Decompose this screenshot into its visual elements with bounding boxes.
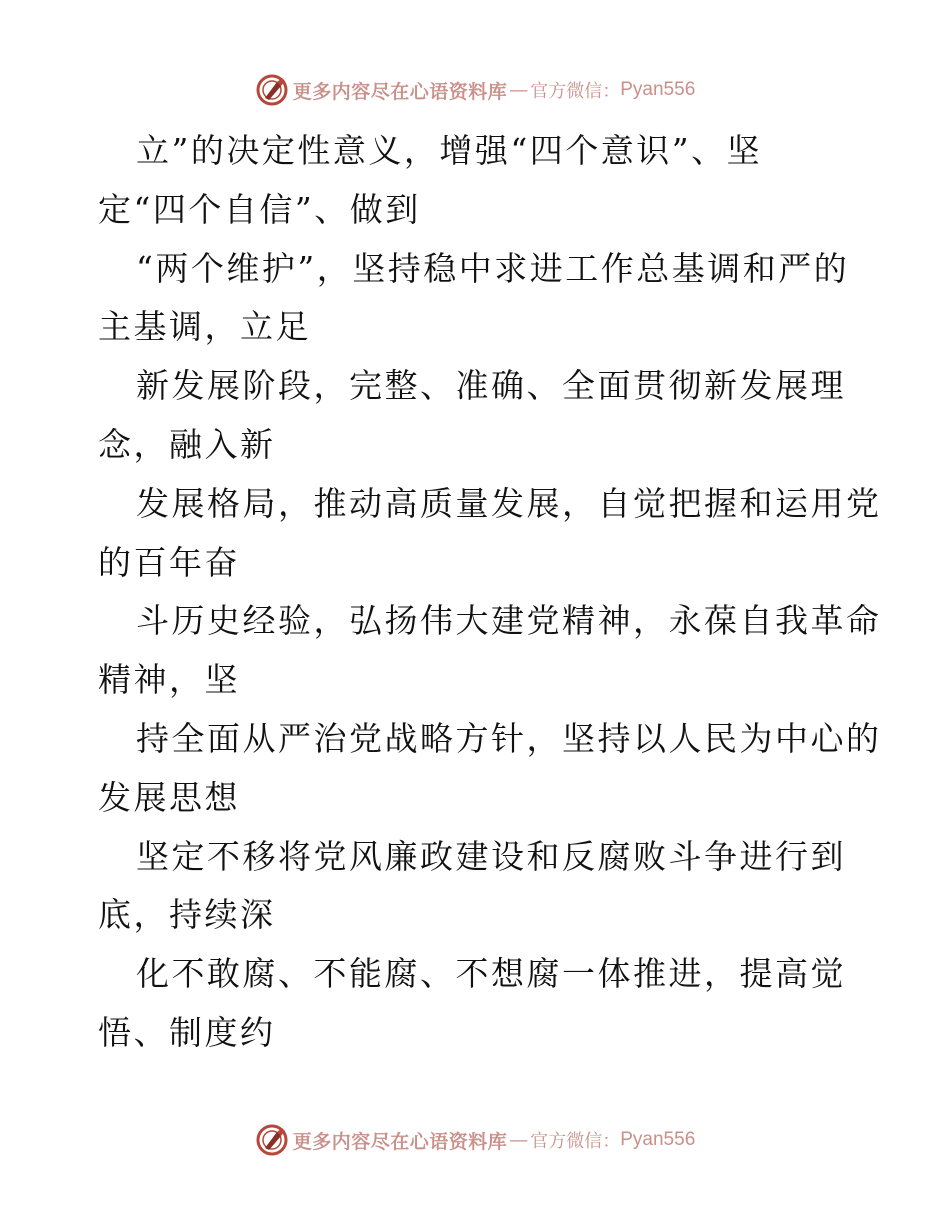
banner-title: 更多内容尽在心语资料库 <box>292 1130 508 1153</box>
body-line: 的百年奋 <box>98 542 240 582</box>
body-line: 底，持续深 <box>98 895 276 935</box>
banner-wechat-id: Pyan556 <box>620 1129 696 1150</box>
body-line: 立”的决定性意义，增强“四个意识”、坚 <box>136 131 763 170</box>
body-line: 斗历史经验，弘扬伟大建党精神，永葆自我革命 <box>136 601 882 641</box>
banner-wechat-label: 官方微信： <box>530 1131 621 1152</box>
body-line: 化不敢腐、不能腐、不想腐一体推进，提高觉 <box>136 954 846 994</box>
body-line: 精神，坚 <box>98 660 240 700</box>
body-line: 定“四个自信”、做到 <box>98 189 421 229</box>
body-line: 新发展阶段，完整、准确、全面贯彻新发展理 <box>136 366 846 406</box>
body-line: 发展思想 <box>98 777 240 817</box>
pen-nib-logo-icon <box>255 1123 289 1157</box>
body-line: 持全面从严治党战略方针，坚持以人民为中心的 <box>136 718 882 758</box>
banner-wechat-id: Pyan556 <box>620 79 696 100</box>
header-banner <box>0 70 950 110</box>
banner-separator: — <box>509 1129 529 1151</box>
banner-wechat-label: 官方微信： <box>530 81 621 102</box>
footer-banner <box>0 1120 950 1160</box>
document-body <box>98 122 882 1063</box>
body-line: 坚定不移将党风廉政建设和反腐败斗争进行到 <box>136 836 846 876</box>
body-line: 发展格局，推动高质量发展，自觉把握和运用党 <box>136 483 882 523</box>
body-line: 主基调，立足 <box>98 307 311 347</box>
body-line: 悟、制度约 <box>98 1012 276 1052</box>
banner-separator: — <box>509 79 529 101</box>
pen-nib-logo-icon <box>255 73 289 107</box>
body-line: “两个维护”，坚持稳中求进工作总基调和严的 <box>136 248 850 288</box>
body-line: 念，融入新 <box>98 424 276 464</box>
banner-title: 更多内容尽在心语资料库 <box>292 80 508 103</box>
